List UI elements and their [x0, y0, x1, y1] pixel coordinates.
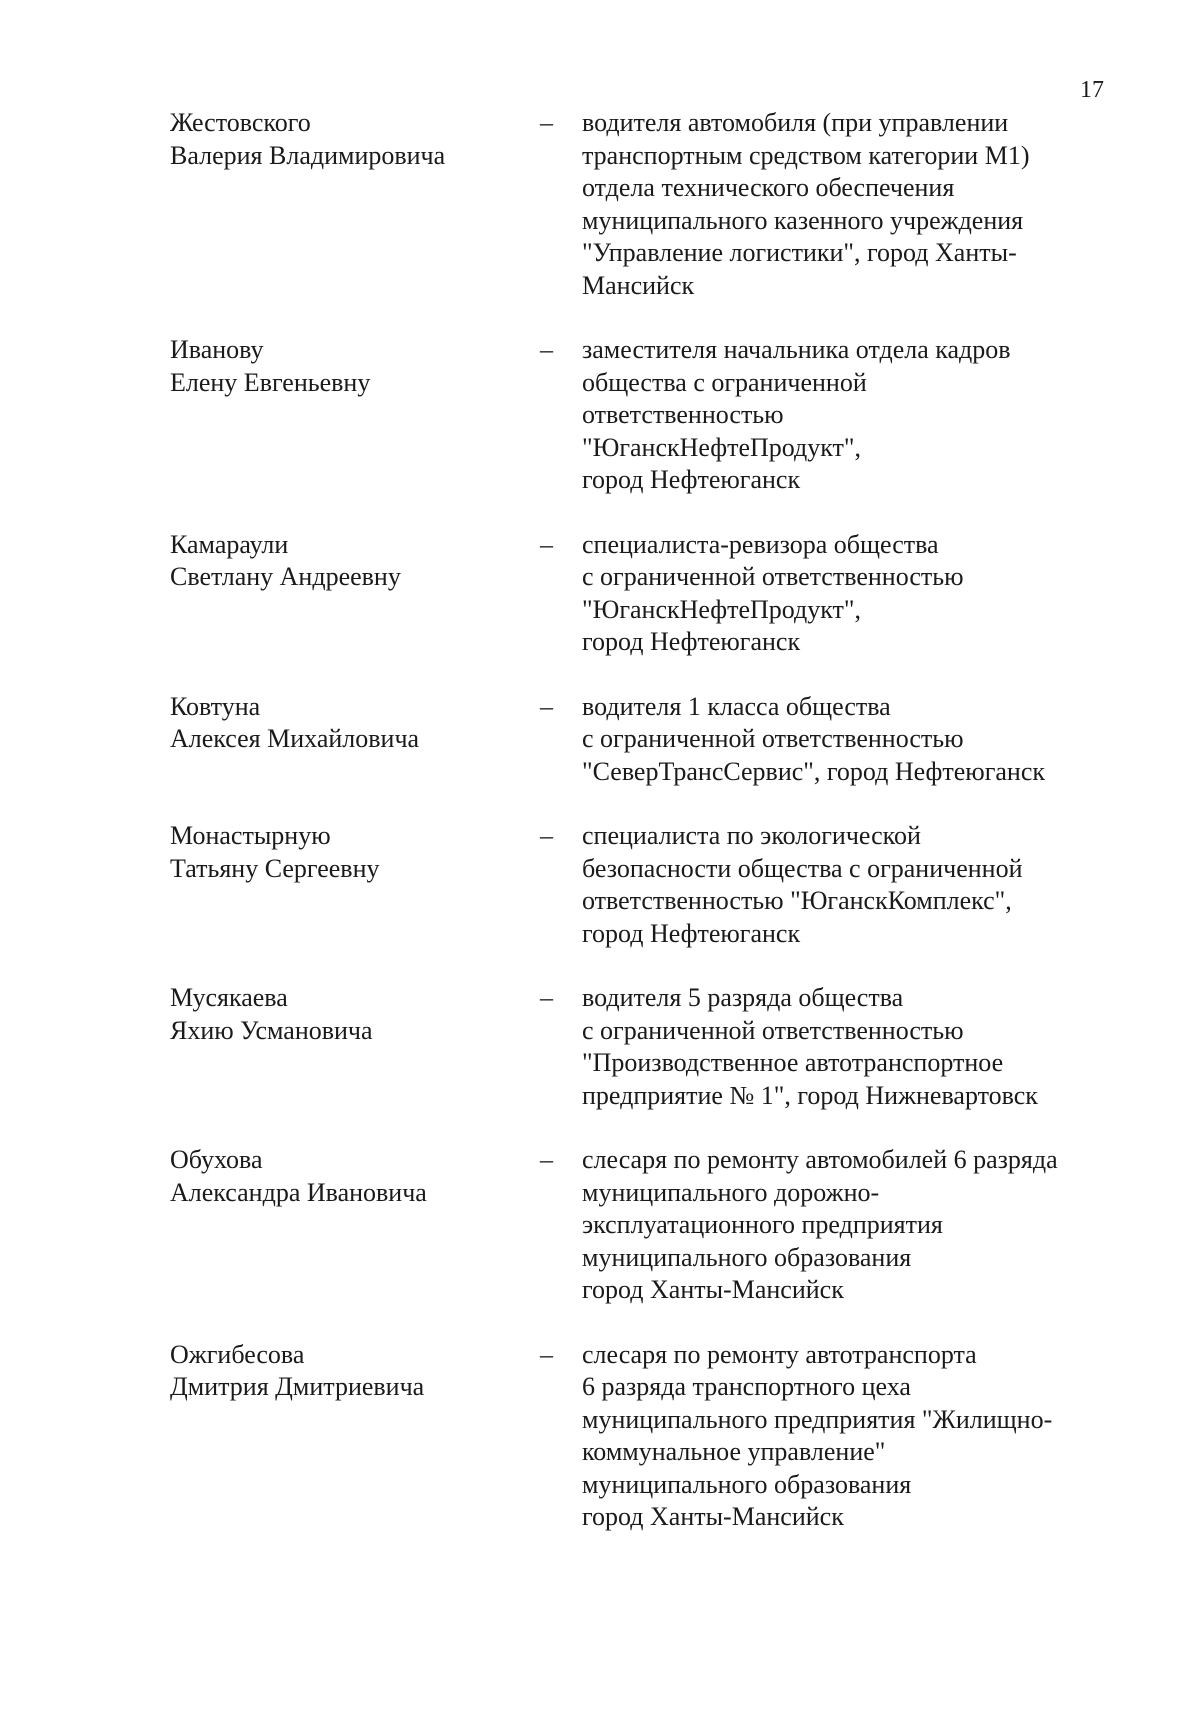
surname: Обухова	[170, 1145, 263, 1174]
description-line: с ограниченной ответственностью	[582, 562, 964, 591]
position-description	[582, 820, 1130, 950]
description-line: специалиста по экологической	[582, 821, 921, 850]
person-name	[170, 529, 540, 659]
dash-separator: –	[540, 1339, 553, 1369]
description-line: муниципального казенного учреждения	[582, 205, 1024, 235]
description-line: муниципального образования	[582, 1242, 912, 1272]
given-names: Яхию Усмановича	[170, 1015, 373, 1045]
list-item	[170, 982, 1130, 1112]
description-line: "Производственное автотранспортное	[582, 1048, 1004, 1077]
position-description	[582, 1339, 1130, 1534]
description-line: эксплуатационного предприятия	[582, 1210, 943, 1239]
description-line: заместителя начальника отдела кадров	[582, 335, 1011, 364]
person-name	[170, 691, 540, 789]
description-line: муниципального дорожно-	[582, 1177, 880, 1207]
given-names: Елену Евгеньевну	[170, 367, 371, 397]
list-item	[170, 529, 1130, 659]
person-name	[170, 1339, 540, 1534]
dash-separator: –	[540, 529, 553, 559]
position-description	[582, 1144, 1130, 1307]
description-line: водителя 1 класса общества	[582, 691, 891, 721]
description-line: ответственностью	[582, 400, 784, 429]
surname: Ожгибесова	[170, 1339, 305, 1369]
person-name	[170, 820, 540, 950]
position-description	[582, 107, 1130, 302]
given-names: Светлану Андреевну	[170, 562, 401, 591]
person-name	[170, 107, 540, 302]
description-line: город Нефтеюганск	[582, 918, 801, 948]
description-line: муниципального предприятия "Жилищно-	[582, 1404, 1053, 1434]
given-names: Татьяну Сергеевну	[170, 853, 380, 883]
given-names: Дмитрия Дмитриевича	[170, 1372, 425, 1401]
description-line: Мансийск	[582, 270, 695, 300]
given-names: Алексея Михайловича	[170, 724, 420, 753]
surname: Иванову	[170, 335, 264, 364]
description-line: город Ханты-Мансийск	[582, 1275, 844, 1304]
given-names: Валерия Владимировича	[170, 140, 446, 170]
surname: Монастырную	[170, 821, 331, 850]
dash-separator: –	[540, 691, 553, 721]
list-item	[170, 820, 1130, 950]
position-description	[582, 691, 1130, 789]
description-line: "Управление логистики", город Ханты-	[582, 238, 1017, 267]
dash-separator: –	[540, 821, 553, 850]
position-description	[582, 529, 1130, 659]
description-line: безопасности общества с ограниченной	[582, 853, 1023, 883]
description-line: муниципального образования	[582, 1469, 912, 1499]
description-line: водителя 5 разряда общества	[582, 983, 904, 1012]
description-line: специалиста-ревизора общества	[582, 529, 939, 559]
description-line: город Ханты-Мансийск	[582, 1502, 844, 1531]
description-line: слесаря по ремонту автомобилей 6 разряда	[582, 1145, 1058, 1174]
description-line: город Нефтеюганск	[582, 465, 801, 494]
surname: Мусякаева	[170, 983, 288, 1012]
person-name	[170, 982, 540, 1112]
appointment-list	[170, 107, 1130, 1566]
description-line: 6 разряда транспортного цеха	[582, 1372, 911, 1401]
description-line: транспортным средством категории М1)	[582, 140, 1030, 170]
given-names: Александра Ивановича	[170, 1177, 427, 1207]
list-item	[170, 691, 1130, 789]
description-line: отдела технического обеспечения	[582, 173, 955, 202]
description-line: с ограниченной ответственностью	[582, 724, 964, 753]
surname: Жестовского	[170, 108, 311, 137]
surname: Ковтуна	[170, 691, 261, 721]
person-name	[170, 334, 540, 497]
description-line: водителя автомобиля (при управлении	[582, 108, 1009, 137]
position-description	[582, 982, 1130, 1112]
list-item	[170, 1144, 1130, 1307]
description-line: с ограниченной ответственностью	[582, 1015, 964, 1045]
dash-separator: –	[540, 335, 553, 364]
description-line: "ЮганскНефтеПродукт",	[582, 432, 862, 462]
surname: Камараули	[170, 529, 289, 559]
dash-separator: –	[540, 108, 553, 137]
description-line: ответственностью "ЮганскКомплекс",	[582, 886, 1012, 915]
description-line: "ЮганскНефтеПродукт",	[582, 594, 862, 624]
description-line: предприятие № 1", город Нижневартовск	[582, 1080, 1038, 1110]
list-item	[170, 107, 1130, 302]
dash-separator: –	[540, 1145, 553, 1174]
description-line: коммунальное управление"	[582, 1437, 886, 1466]
list-item	[170, 334, 1130, 497]
description-line: слесаря по ремонту автотранспорта	[582, 1339, 977, 1369]
description-line: "СеверТрансСервис", город Нефтеюганск	[582, 756, 1045, 786]
list-item	[170, 1339, 1130, 1534]
dash-separator: –	[540, 983, 553, 1012]
description-line: город Нефтеюганск	[582, 627, 801, 656]
description-line: общества с ограниченной	[582, 367, 867, 397]
position-description	[582, 334, 1130, 497]
page-number: 17	[1080, 77, 1104, 103]
person-name	[170, 1144, 540, 1307]
